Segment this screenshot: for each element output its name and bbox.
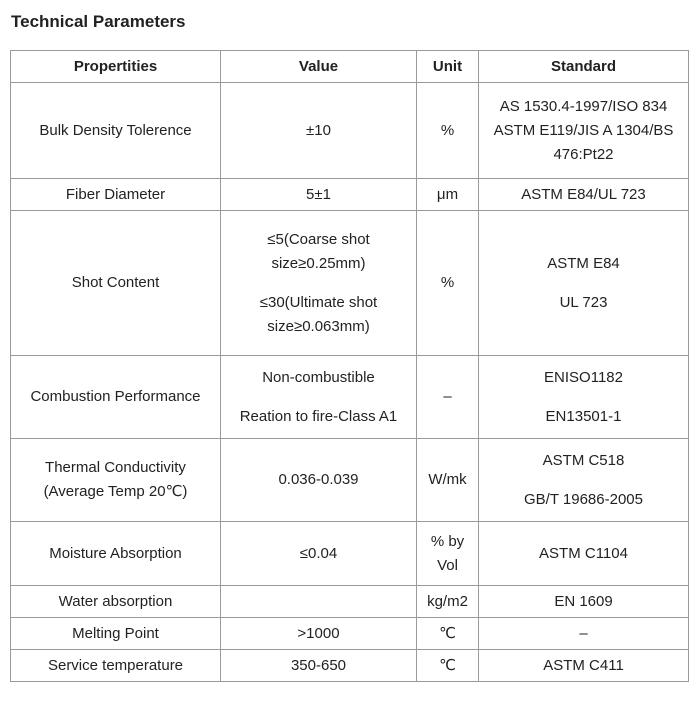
table-row [11, 83, 689, 179]
value-cell [221, 522, 417, 586]
standard-cell [479, 356, 689, 439]
standard-text: ASTM C518 [542, 451, 625, 469]
value-text: size≥0.063mm) [267, 317, 370, 335]
unit-text: Vol [437, 556, 458, 574]
value-cell [221, 211, 417, 356]
unit-cell [417, 179, 479, 211]
unit-cell [417, 83, 479, 179]
value-text: ≤5(Coarse shot [267, 230, 370, 248]
property-text: Service temperature [47, 656, 184, 674]
table-header-row [11, 51, 689, 83]
standard-cell [479, 211, 689, 356]
standard-text: ASTM C411 [543, 656, 624, 674]
unit-text: ℃ [439, 656, 456, 674]
unit-text: ℃ [439, 624, 456, 642]
unit-text: % [440, 274, 455, 291]
property-cell [11, 179, 221, 211]
value-text: size≥0.25mm) [271, 254, 366, 272]
column-header-property: Propertities [11, 51, 221, 83]
standard-text: GB/T 19686-2005 [524, 490, 643, 508]
unit-cell [417, 586, 479, 618]
value-text: >1000 [297, 624, 340, 642]
value-cell [221, 439, 417, 522]
unit-text: % by [430, 532, 465, 550]
column-header-standard: Standard [479, 51, 689, 83]
property-cell [11, 650, 221, 682]
value-text: ≤30(Ultimate shot [259, 293, 378, 311]
standard-text: 476:Pt22 [553, 145, 614, 163]
value-cell [221, 83, 417, 179]
unit-text: % [440, 121, 455, 139]
property-text: Thermal Conductivity [45, 459, 186, 476]
page-title: Technical Parameters [11, 12, 186, 31]
unit-cell [417, 439, 479, 522]
unit-cell [417, 211, 479, 356]
standard-text: EN 1609 [554, 592, 613, 610]
value-text: 350-650 [290, 656, 347, 674]
standard-cell [479, 618, 689, 650]
unit-cell [417, 650, 479, 682]
value-text: ≤0.04 [299, 544, 338, 562]
standard-text: ASTM E84 [547, 254, 620, 272]
value-cell [221, 179, 417, 211]
column-header-value: Value [221, 51, 417, 83]
property-text: Combustion Performance [30, 388, 201, 405]
unit-text: kg/m2 [427, 592, 468, 610]
unit-cell [417, 522, 479, 586]
standard-text: ASTM E84/UL 723 [521, 185, 646, 203]
table-row [11, 211, 689, 356]
value-text: Non-combustible [262, 368, 375, 386]
unit-text: W/mk [428, 471, 467, 488]
unit-cell [417, 356, 479, 439]
unit-text: μm [436, 185, 459, 203]
property-cell [11, 439, 221, 522]
property-cell [11, 211, 221, 356]
value-text: 5±1 [306, 185, 331, 203]
table-row [11, 650, 689, 682]
standard-cell [479, 650, 689, 682]
standard-text: EN13501-1 [545, 407, 622, 425]
property-text: Moisture Absorption [49, 544, 182, 562]
property-cell [11, 356, 221, 439]
table-row [11, 439, 689, 522]
unit-text: – [443, 388, 452, 405]
value-cell [221, 650, 417, 682]
standard-cell [479, 586, 689, 618]
value-cell [221, 586, 417, 618]
standard-text: UL 723 [559, 293, 608, 311]
table-row [11, 522, 689, 586]
property-cell [11, 618, 221, 650]
property-text: Melting Point [72, 624, 159, 642]
standard-text: – [579, 624, 588, 642]
table-row [11, 179, 689, 211]
property-cell [11, 522, 221, 586]
unit-cell [417, 618, 479, 650]
standard-cell [479, 439, 689, 522]
standard-text: ASTM E119/JIS A 1304/BS [493, 121, 674, 139]
standard-cell [479, 179, 689, 211]
property-text: Water absorption [58, 592, 173, 610]
value-text: 0.036-0.039 [278, 471, 359, 488]
column-header-unit: Unit [417, 51, 479, 83]
standard-text: ASTM C1104 [539, 544, 628, 562]
table-row [11, 586, 689, 618]
value-cell [221, 618, 417, 650]
property-text: Fiber Diameter [65, 185, 166, 203]
table-row [11, 356, 689, 439]
standard-text: AS 1530.4-1997/ISO 834 [499, 97, 668, 115]
value-text: ±10 [306, 121, 331, 139]
property-cell [11, 586, 221, 618]
standard-text: ENISO1182 [544, 368, 623, 386]
technical-parameters-table [10, 50, 689, 682]
property-cell [11, 83, 221, 179]
table-row [11, 618, 689, 650]
value-text: Reation to fire-Class A1 [239, 407, 398, 425]
value-cell [221, 356, 417, 439]
standard-cell [479, 522, 689, 586]
standard-cell [479, 83, 689, 179]
property-text: Bulk Density Tolerence [39, 121, 192, 139]
property-text: (Average Temp 20℃) [43, 483, 188, 500]
property-text: Shot Content [71, 274, 160, 291]
